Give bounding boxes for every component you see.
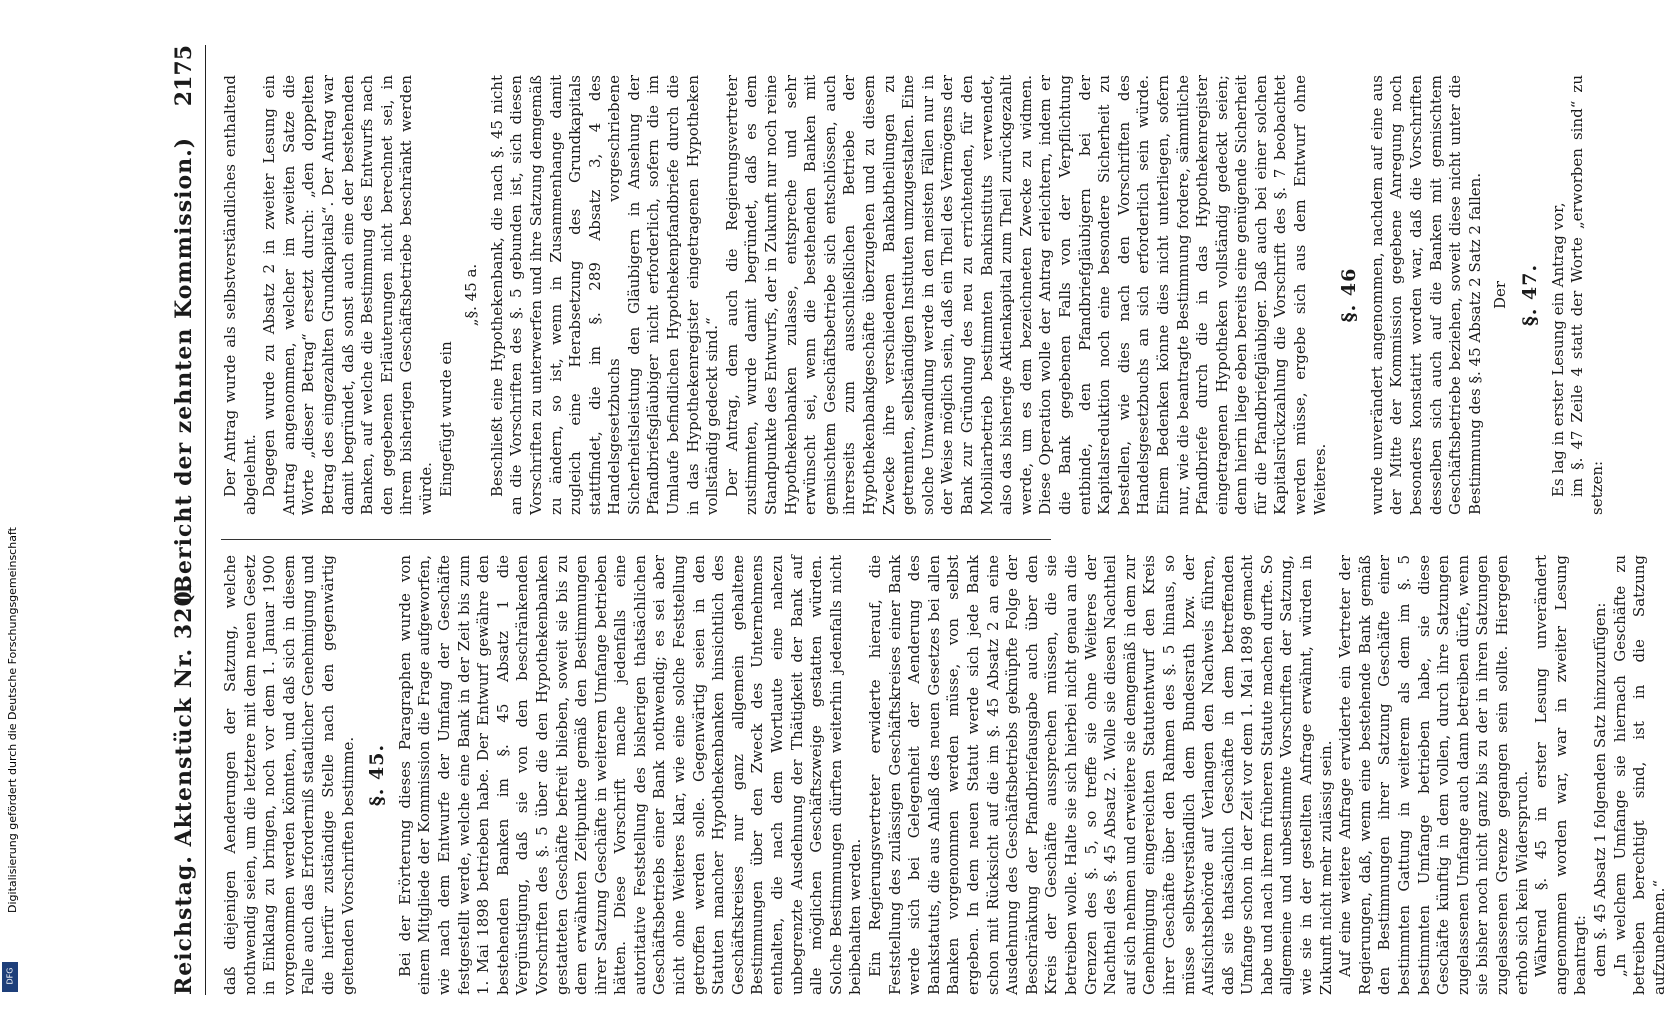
section-label: „§. 45 a. xyxy=(462,263,481,327)
paragraph: Der Antrag wurde als selbstverständliches enthaltend abgelehnt. xyxy=(221,75,259,515)
section-heading: §. 47. xyxy=(1519,263,1541,327)
paragraph: Ein Regierungsvertreter erwiderte hierauf, die Feststellung des zulässigen Geschäftskreises einer Bank werde sich bei Gelegenheit der Aenderung des Bankstatuts, die aus Anlaß des neuen Gesetzes bei allen Banken vorgenommen werden müsse, von selbst ergeben. In dem neuen Statut werde sich jede Bank schon mit Rücksicht auf die im §. 45 Absatz 2 an eine Ausdehnung des Geschäftsbetriebs geknüpfte Folge der Beschränkung der Pfandbriefausgabe auch über den Kreis der Geschäfte aussprechen müssen, die sie betreiben wolle. Halte sie sich hierbei nicht genau an die Grenzen des §. 5, so treffe sie ohne Weiteres der Nachtheil des §. 45 Absatz 2. Wolle sie diesen Nachtheil auf sich nehmen und erweitere sie demgemäß in dem zur Genehmigung eingereichten Statutentwurf den Kreis ihrer Geschäfte über den Rahmen des §. 5 hinaus, so müsse selbstverständlich dem Bundesrath bzw. der Aufsichtsbehörde auf Verlangen den Nachweis führen, daß sie thatsächlich Geschäfte in dem betreffenden Umfange schon in der Zeit vor dem 1. Mai 1898 gemacht habe und nach ihrem früheren Statute machen durfte. So allgemeine und unbestimmte Vorschriften der Satzung, wie sie in der gestellten Anfrage erwähnt, würden in Zukunft nicht mehr zulässig sein. xyxy=(866,555,1335,995)
paragraph: wurde unverändert angenommen, nachdem auf eine aus der Mitte der Kommission gegebene Anregung noch besonders konstatirt worden war, daß die Vorschriften desselben sich auch auf die Banken mit gemischtem Geschäftsbetriebe beziehen, soweit diese nicht unter die Bestimmung des §. 45 Absatz 2 Satz 2 fallen. xyxy=(1367,75,1484,515)
quoted-text: Beschließt eine Hypothekenbank, die nach §. 45 nicht an die Vorschriften des §. 5 gebunden ist, sich diesen Vorschriften zu unterwerfen und ihre Satzung demgemäß zu ändern, so ist, wenn in Zusammenhange damit zugleich eine Herabsetzung des Grundkapitals stattfindet, die im §. 289 Absatz 3, 4 des Handelsgesetzbuchs vorgeschriebene Sicherheitsleistung den Gläubigern in Ansehung der Pfandbriefsgläubiger nicht erforderlich, sofern die im Umlaufe befindlichen Hypothekenpfandbriefe durch die in das Hypothekenregister eingetragenen Hypotheken vollständig gedeckt sind.“ xyxy=(487,75,722,515)
page-header xyxy=(165,45,206,995)
paragraph: Während §. 45 in erster Lesung unverändert angenommen worden war, war in zweiter Lesung beantragt: xyxy=(1532,555,1590,995)
paragraph: Der Antrag, dem auch die Regierungsvertreter zustimmten, wurde damit begründet, daß es dem Standpunkte des Entwurfs, der in Zukunft nur noch reine Hypothekenbanken zulasse, entspreche und sehr erwünscht sei, wenn die bestehenden Banken mit gemischtem Geschäftsbetriebe sich entschlössen, auch ihrerseits zum ausschließlichen Betriebe der Hypothekenbankgeschäfte überzugehen und zu diesem Zwecke ihre verschiedenen Bankabtheilungen zu getrennten, selbständigen Instituten umzugestalten. Eine solche Umwandlung werde in den meisten Fällen nur in der Weise möglich sein, daß ein Theil des Vermögens der Bank zur Gründung des neu zu errichtenden, für den Mobiliarbetrieb bestimmten Bankinstituts verwendet, also das bisherige Aktienkapital zum Theil zurückgezahlt werde, um es dem bezeichneten Zwecke zu widmen. Diese Operation wolle der Antrag erleichtern, indem er die Bank gegebenen Falls von der Verpflichtung entbinde, den Pfandbriefgläubigern bei der Kapitalsreduktion noch eine besondere Sicherheit zu bestellen, wie dies nach den Vorschriften des Handelsgesetzbuchs an sich erforderlich sein würde. Einem Bedenken könne dies nicht unterliegen, sofern nur, wie die beantragte Bestimmung fordere, sämmtliche Pfandbriefe durch die in das Hypothekenregister eingetragenen Hypotheken vollständig gedeckt seien; denn hierin liege eben bereits eine genügende Sicherheit für die Pfandbriefgläubiger. Daß auch bei einer solchen Kapitalsrückzahlung die Vorschrift des §. 7 beobachtet werden müsse, ergebe sich aus dem Entwurf ohne Weiteres. xyxy=(722,75,1329,515)
right-column xyxy=(221,75,1607,515)
section-heading: §. 46 xyxy=(1338,267,1361,323)
paragraph: im §. 47 Zeile 4 statt der Worte „erworben sind“ zu setzen: xyxy=(1568,75,1606,515)
left-column xyxy=(221,555,1669,995)
paragraph: daß diejenigen Aenderungen der Satzung, welche nothwendig seien, um die letztere mit dem neuen Gesetz in Einklang zu bringen, noch vor dem 1. Januar 1900 vorgenommen werden könnten, und daß sich in diesem Falle auch das Erforderniß staatlicher Genehmigung und die hierfür zuständige Stelle nach den gegenwärtig geltenden Vorschriften bestimme. xyxy=(221,555,357,995)
column-divider xyxy=(221,539,1051,540)
paragraph: Es lag in erster Lesung ein Antrag vor, xyxy=(1548,202,1567,497)
section-heading: §. 45. xyxy=(366,743,389,807)
dfg-logo-text: DFG xyxy=(5,967,15,985)
paragraph: dem §. 45 Absatz 1 folgenden Satz hinzuzufügen: xyxy=(1590,602,1609,977)
paragraph: Bei der Erörterung dieses Paragraphen wurde von einem Mitgliede der Kommission die Frage aufgeworfen, wie nach dem Entwurfe der Umfang der Geschäfte festgestellt werde, welche eine Bank in der Zeit bis zum 1. Mai 1898 betrieben habe. Der Entwurf gewähre den bestehenden Banken im §. 45 Absatz 1 die Vergünstigung, daß sie von den beschränkenden Vorschriften des §. 5 über die den Hypothekenbanken gestatteten Geschäfte befreit blieben, soweit sie bis zu dem erwähnten Zeitpunkte gemäß den Bestimmungen ihrer Satzung Geschäfte in weiterem Umfange betrieben hätten. Diese Vorschrift mache jedenfalls eine autoritative Feststellung des bisherigen thatsächlichen Geschäftsbetriebs einer Bank nothwendig; es sei aber nicht ohne Weiteres klar, wie eine solche Feststellung getroffen werden solle. Gegenwärtig seien in den Statuten mancher Hypothekenbanken hinsichtlich des Geschäftskreises nur ganz allgemein gehaltene Bestimmungen über den Zweck des Unternehmens enthalten, die nach dem Wortlaute eine nahezu unbegrenzte Ausdehnung der Thätigkeit der Bank auf alle möglichen Geschäftszweige gestatten würden. Solche Bestimmungen dürften weiterhin jedenfalls nicht beibehalten werden. xyxy=(395,555,865,995)
paragraph: Auf eine weitere Anfrage erwiderte ein Vertreter der Regierungen, daß, wenn eine bestehende Bank gemäß den Bestimmungen ihrer Satzung Geschäfte einer bestimmten Gattung in weiterem als dem im §. 5 bestimmten Umfange betrieben habe, sie diese Geschäfte künftig in dem vollen, durch ihre Satzungen zugelassenen Umfange auch dann betreiben dürfe, wenn sie bisher noch nicht ganz bis zu der in ihren Satzungen zugelassenen Grenze gegangen sein sollte. Hiergegen erhob sich kein Widerspruch. xyxy=(1336,555,1531,995)
quoted-text: „In welchem Umfange sie hiernach Geschäfte zu betreiben berechtigt sind, ist in die Satzung aufzunehmen.“ xyxy=(1610,555,1668,995)
document-page xyxy=(165,25,1668,1025)
paragraph: Dagegen wurde zu Absatz 2 in zweiter Lesung ein Antrag angenommen, welcher im zweiten Satze die Worte „dieser Betrag“ ersetzt durch: „den doppelten Betrag des eingezahlten Grundkapitals“. Der Antrag war damit begründet, daß sonst auch eine der bestehenden Banken, auf welche die Bestimmung des Entwurfs nach den gegebenen Erläuterungen nicht berechnet sei, in ihrem bisherigen Geschäftsbetriebe beschränkt werden würde. xyxy=(260,75,435,515)
header-right-title: (Bericht der zehnten Kommission.) xyxy=(171,136,197,605)
paragraph: Eingefügt wurde ein xyxy=(436,341,455,497)
dfg-logo-icon xyxy=(2,962,18,992)
center-word: Der xyxy=(1491,280,1510,310)
page-number: 2175 xyxy=(171,45,197,107)
footer-attribution: Digitalisierung gefördert durch die Deutsche Forschungsgemeinschaft xyxy=(6,527,19,913)
header-left-title: Reichstag. Aktenstück Nr. 320. xyxy=(171,581,197,995)
